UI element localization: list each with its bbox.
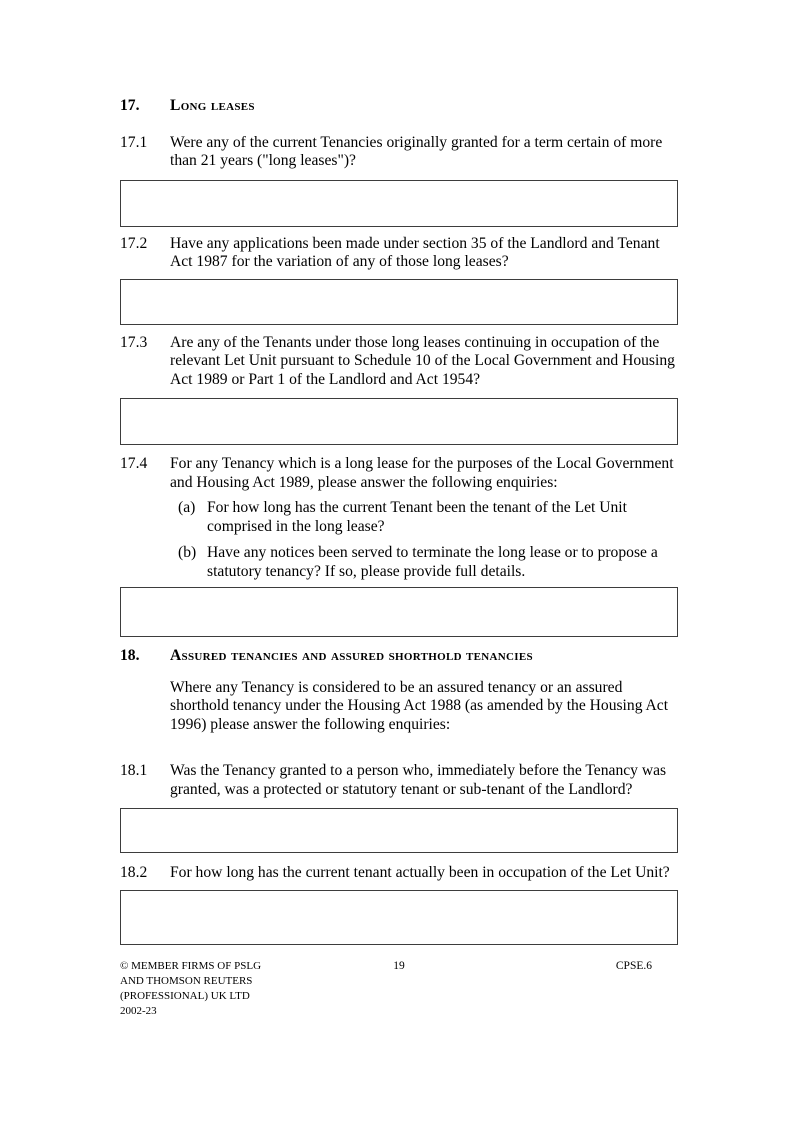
enquiry-17-4-text: For any Tenancy which is a long lease for the purposes of the Local Government and Housing Act 1989, please answer the following enquiries: bbox=[170, 455, 674, 491]
enquiry-17-1-number: 17.1 bbox=[120, 133, 148, 151]
section-17-number: 17. bbox=[120, 97, 140, 114]
page-number: 19 bbox=[393, 959, 405, 972]
answer-box-17-2[interactable] bbox=[120, 279, 678, 325]
footer-copyright-line: AND THOMSON REUTERS bbox=[120, 974, 253, 987]
enquiry-17-3-number: 17.3 bbox=[120, 333, 148, 351]
section-17-heading bbox=[120, 97, 678, 116]
footer-copyright-line: 2002-23 bbox=[120, 1004, 157, 1017]
section-18-intro-row bbox=[120, 679, 678, 735]
footer-copyright-line: © MEMBER FIRMS OF PSLG bbox=[120, 959, 262, 972]
section-18-title: Assured tenancies and assured shorthold tenancies bbox=[170, 647, 533, 664]
section-18-number: 18. bbox=[120, 647, 140, 664]
enquiry-17-1-text: Were any of the current Tenancies originally granted for a term certain of more than 21 years ("long leases")? bbox=[170, 133, 663, 169]
footer-copyright bbox=[120, 959, 320, 1019]
enquiry-17-2 bbox=[120, 235, 678, 272]
enquiry-17-2-number: 17.2 bbox=[120, 234, 148, 252]
enquiry-17-4-sub-b-marker: (b) bbox=[178, 544, 197, 561]
enquiry-17-3-text: Are any of the Tenants under those long leases continuing in occupation of the relevant Let Unit pursuant to Schedule 10 of the Local Government and Housing Act 1989 or Part 1 of the Landlord and Act 1954? bbox=[170, 333, 675, 388]
enquiry-17-3 bbox=[120, 334, 678, 390]
enquiry-18-2-text: For how long has the current tenant actually been in occupation of the Let Unit? bbox=[170, 864, 670, 881]
footer-copyright-line: (PROFESSIONAL) UK LTD bbox=[120, 989, 250, 1002]
enquiry-17-4-number: 17.4 bbox=[120, 455, 148, 472]
enquiry-17-4-sub-a-text: For how long has the current Tenant been the tenant of the Let Unit comprised in the long lease? bbox=[207, 499, 627, 535]
enquiry-18-2 bbox=[120, 864, 678, 883]
enquiry-17-1 bbox=[120, 134, 678, 171]
enquiry-17-4-sub-a bbox=[178, 499, 678, 536]
enquiry-18-1-number: 18.1 bbox=[120, 762, 148, 779]
enquiry-17-4-sub-b bbox=[178, 544, 678, 581]
answer-box-18-1[interactable] bbox=[120, 808, 678, 853]
enquiry-17-4 bbox=[120, 455, 678, 492]
enquiry-18-1 bbox=[120, 762, 678, 799]
answer-box-18-2[interactable] bbox=[120, 890, 678, 945]
section-18-heading bbox=[120, 647, 678, 666]
page-footer bbox=[120, 959, 678, 1019]
enquiry-18-2-number: 18.2 bbox=[120, 864, 148, 881]
answer-box-17-1[interactable] bbox=[120, 180, 678, 227]
enquiry-17-2-text: Have any applications been made under section 35 of the Landlord and Tenant Act 1987 for the variation of any of those long leases? bbox=[170, 234, 660, 270]
enquiry-18-1-text: Was the Tenancy granted to a person who, immediately before the Tenancy was granted, was a protected or statutory tenant or sub-tenant of the Landlord? bbox=[170, 762, 667, 798]
enquiry-17-4-sub-b-text: Have any notices been served to terminate the long lease or to propose a statutory tenancy? If so, please provide full details. bbox=[207, 544, 658, 580]
section-18-intro: Where any Tenancy is considered to be an assured tenancy or an assured shorthold tenancy under the Housing Act 1988 (as amended by the Housing Act 1996) please answer the following enquiries: bbox=[170, 678, 669, 733]
section-17-title: Long leases bbox=[170, 97, 255, 114]
document-code: CPSE.6 bbox=[615, 959, 652, 972]
answer-box-17-4[interactable] bbox=[120, 587, 678, 637]
answer-box-17-3[interactable] bbox=[120, 398, 678, 445]
enquiry-17-4-sub-a-marker: (a) bbox=[178, 499, 196, 516]
